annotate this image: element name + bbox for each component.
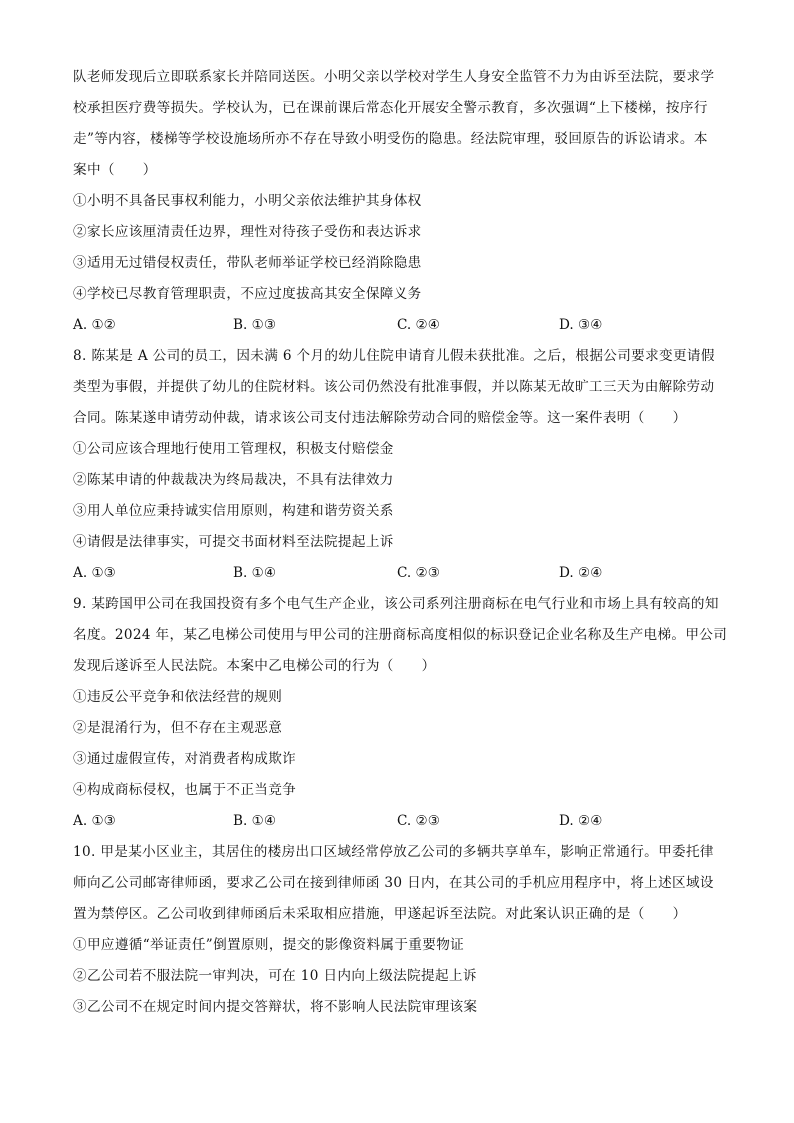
question-9-options [73, 806, 723, 837]
question-8-statement-2: ②陈某申请的仲裁裁决为终局裁决，不具有法律效力 [73, 472, 394, 488]
question-8-statement-3: ③用人单位应秉持诚实信用原则，构建和谐劳资关系 [73, 503, 394, 519]
question-10-stem-line: 置为禁停区。乙公司收到律师函后未采取相应措施，甲遂起诉至法院。对此案认识正确的是（ ） [73, 906, 687, 922]
question-9-stem-line: 9. 某跨国甲公司在我国投资有多个电气生产企业，该公司系列注册商标在电气行业和市场上具有较高的知 [73, 596, 719, 612]
question-9-stem-line: 名度。2024 年，某乙电梯公司使用与甲公司的注册商标高度相似的标识登记企业名称及生产电梯。甲公司 [73, 627, 728, 643]
question-7-options [73, 310, 723, 341]
option-a: A. ①③ [73, 813, 116, 829]
question-9-statement-2: ②是混淆行为，但不存在主观恶意 [73, 720, 283, 736]
question-8-options [73, 558, 723, 589]
question-9-statement-1: ①违反公平竞争和依法经营的规则 [73, 689, 283, 705]
question-8 [73, 341, 723, 589]
option-d: D. ②④ [559, 565, 603, 581]
question-8-stem-line: 8. 陈某是 A 公司的员工，因未满 6 个月的幼儿住院申请育儿假未获批准。之后，根据公司要求变更请假 [73, 348, 715, 364]
question-9 [73, 589, 728, 837]
option-b: B. ①④ [233, 565, 277, 581]
question-10-statement-1: ①甲应遵循“举证责任”倒置原则，提交的影像资料属于重要物证 [73, 937, 465, 953]
question-8-stem-line: 类型为事假，并提供了幼儿的住院材料。该公司仍然没有批准事假，并以陈某无故旷工三天为由解除劳动 [73, 379, 715, 395]
question-7-statement-2: ②家长应该厘清责任边界，理性对待孩子受伤和表达诉求 [73, 224, 422, 240]
question-7-statement-4: ④学校已尽教育管理职责，不应过度拔高其安全保障义务 [73, 286, 422, 302]
option-c: C. ②③ [397, 813, 440, 829]
question-10 [73, 837, 723, 1023]
exam-page [73, 62, 728, 1023]
question-7-stem-line: 队老师发现后立即联系家长并陪同送医。小明父亲以学校对学生人身安全监管不力为由诉至法院，要求学 [73, 69, 715, 85]
question-10-stem-line: 师向乙公司邮寄律师函，要求乙公司在接到律师函 30 日内，在其公司的手机应用程序中，将上述区域设 [73, 875, 714, 891]
question-7-stem-line: 校承担医疗费等损失。学校认为，已在课前课后常态化开展安全警示教育，多次强调“上下楼梯，按序行 [73, 100, 708, 116]
question-7 [73, 62, 723, 341]
option-a: A. ①③ [73, 565, 116, 581]
option-d: D. ③④ [559, 317, 603, 333]
question-7-stem-line: 案中（ ） [73, 162, 157, 178]
option-c: C. ②④ [397, 317, 440, 333]
question-8-statement-4: ④请假是法律事实，可提交书面材料至法院提起上诉 [73, 534, 394, 550]
question-8-statement-1: ①公司应该合理地行使用工管理权，积极支付赔偿金 [73, 441, 394, 457]
question-9-statement-4: ④构成商标侵权，也属于不正当竞争 [73, 782, 297, 798]
question-10-stem-line: 10. 甲是某小区业主，其居住的楼房出口区域经常停放乙公司的多辆共享单车，影响正常通行。甲委托律 [73, 844, 714, 860]
question-9-statement-3: ③通过虚假宣传，对消费者构成欺诈 [73, 751, 297, 767]
question-7-statement-3: ③适用无过错侵权责任，带队老师举证学校已经消除隐患 [73, 255, 422, 271]
option-a: A. ①② [73, 317, 116, 333]
question-10-statement-2: ②乙公司若不服法院一审判决，可在 10 日内向上级法院提起上诉 [73, 968, 477, 984]
question-7-statement-1: ①小明不具备民事权利能力，小明父亲依法维护其身体权 [73, 193, 422, 209]
question-10-statement-3: ③乙公司不在规定时间内提交答辩状，将不影响人民法院审理该案 [73, 999, 478, 1015]
question-9-stem-line: 发现后遂诉至人民法院。本案中乙电梯公司的行为（ ） [73, 658, 436, 674]
option-d: D. ②④ [559, 813, 603, 829]
question-8-stem-line: 合同。陈某遂申请劳动仲裁，请求该公司支付违法解除劳动合同的赔偿金等。这一案件表明（ ） [73, 410, 687, 426]
option-b: B. ①④ [233, 813, 277, 829]
option-c: C. ②③ [397, 565, 440, 581]
question-7-stem-line: 走”等内容，楼梯等学校设施场所亦不存在导致小明受伤的隐患。经法院审理，驳回原告的诉讼请求。本 [73, 131, 708, 147]
option-b: B. ①③ [233, 317, 277, 333]
